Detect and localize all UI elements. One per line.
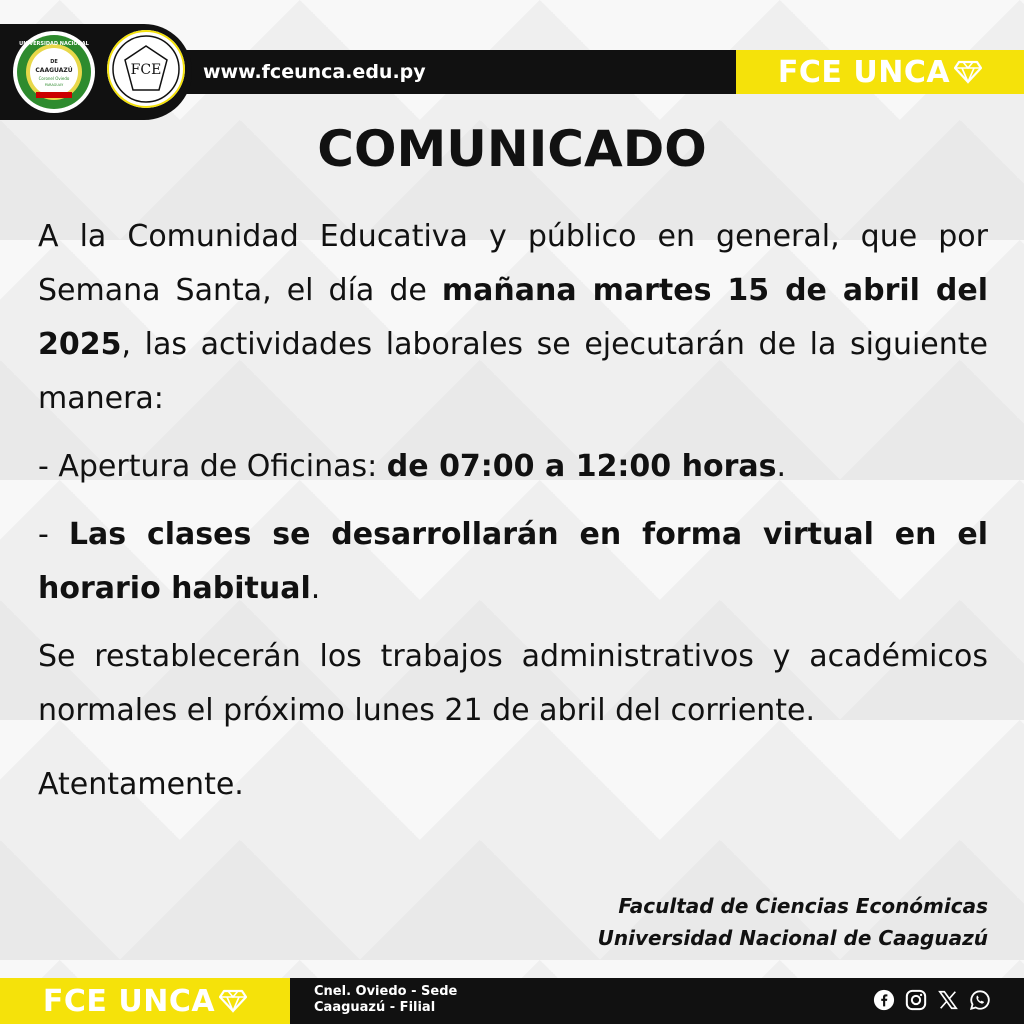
social-links [872, 988, 992, 1012]
location-main: Cnel. Oviedo - Sede [314, 984, 458, 999]
brand-banner-top [736, 50, 1024, 94]
university-logo [12, 30, 96, 114]
paragraph-intro: A la Comunidad Educativa y público en general, que por Semana Santa, el día de mañana martes 15 de abril del 2025, las actividades laborales se ejecutarán de la siguiente manera: [38, 219, 988, 416]
svg-text:CAAGUAZÚ: CAAGUAZÚ [35, 67, 73, 74]
signature-university: Universidad Nacional de Caaguazú [597, 926, 988, 950]
signature-faculty: Facultad de Ciencias Económicas [618, 894, 988, 918]
footer-locations [314, 984, 457, 1016]
facebook-icon[interactable] [872, 988, 896, 1012]
whatsapp-icon[interactable] [968, 988, 992, 1012]
signature [598, 890, 988, 954]
instagram-icon[interactable] [904, 988, 928, 1012]
x-icon[interactable] [936, 988, 960, 1012]
svg-text:Coronel Oviedo: Coronel Oviedo [38, 76, 70, 81]
faculty-logo [107, 30, 185, 108]
svg-text:DE: DE [50, 59, 58, 65]
brand-text: FCE UNCA [777, 54, 951, 90]
diamond-icon [219, 989, 247, 1013]
footer-brand-text: FCE UNCA [42, 983, 216, 1019]
svg-text:PARAGUAY: PARAGUAY [44, 83, 64, 87]
paragraph-classes: - Las clases se desarrollarán en forma virtual en el horario habitual. [38, 517, 988, 606]
paragraph-office-hours: - Apertura de Oficinas: de 07:00 a 12:00 horas. [38, 449, 787, 484]
svg-text:FCE: FCE [130, 62, 162, 78]
diamond-icon [954, 60, 982, 84]
website-url[interactable]: www.fceunca.edu.py [203, 61, 426, 83]
location-branch: Caaguazú - Filial [314, 1000, 436, 1015]
svg-text:UNIVERSIDAD NACIONAL: UNIVERSIDAD NACIONAL [19, 41, 89, 47]
paragraph-resume: Se restablecerán los trabajos administrativos y académicos normales el próximo lunes 21 de abril del corriente. [38, 639, 988, 728]
announcement-body [38, 210, 988, 812]
page-title: COMUNICADO [317, 120, 707, 178]
brand-banner-bottom [0, 978, 290, 1024]
paragraph-closing: Atentamente. [38, 767, 244, 802]
